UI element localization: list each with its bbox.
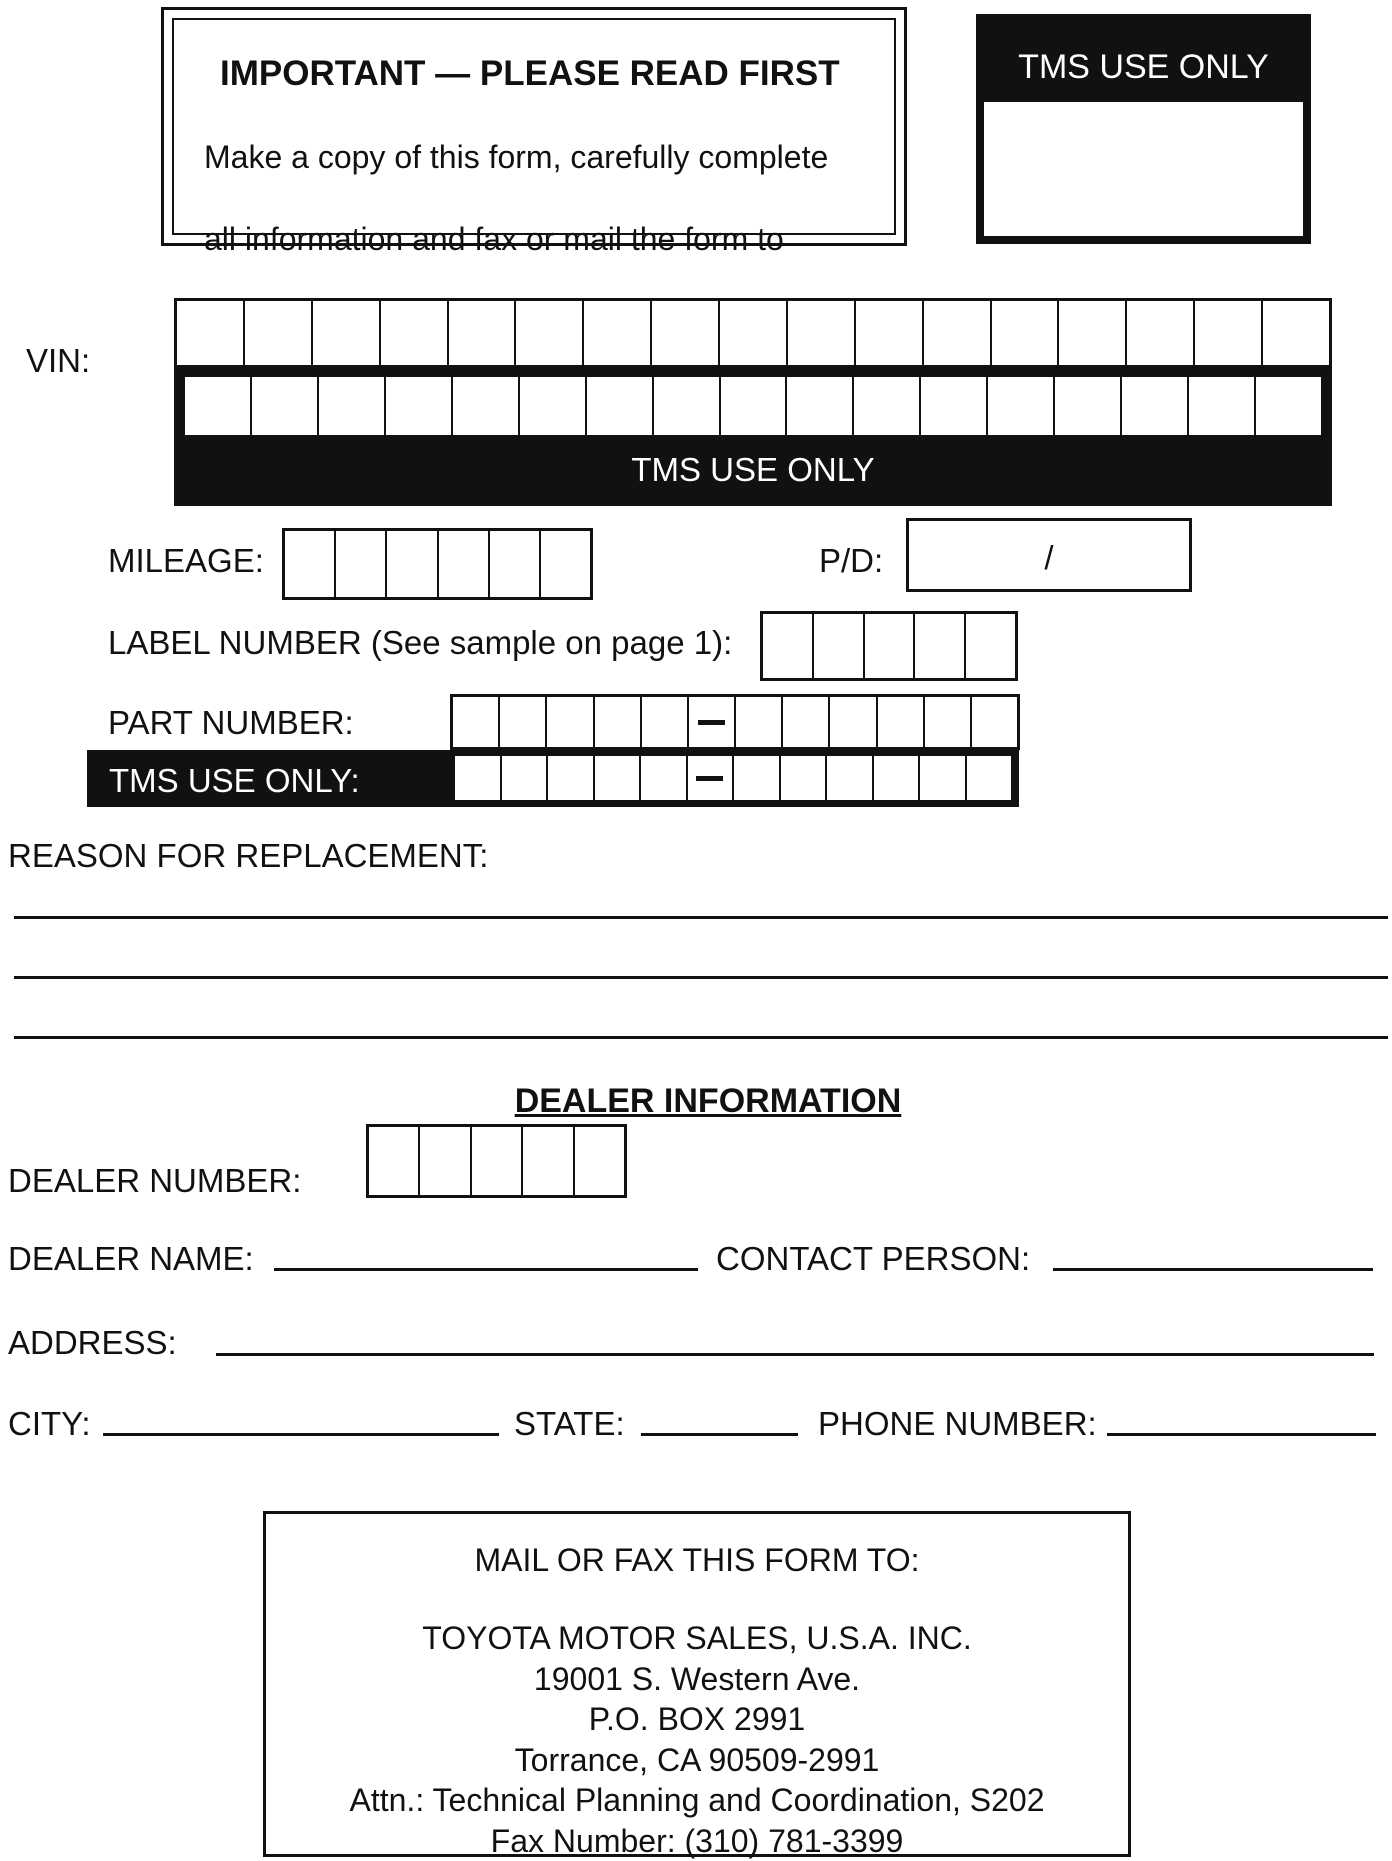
vin-tms-box bbox=[252, 377, 319, 435]
vin-char-box[interactable] bbox=[1127, 301, 1195, 365]
contact-person-line[interactable] bbox=[1053, 1268, 1373, 1271]
vin-char-box[interactable] bbox=[992, 301, 1060, 365]
vin-char-box[interactable] bbox=[856, 301, 924, 365]
part-number-tms-grid bbox=[452, 753, 1014, 803]
important-notice-line: Make a copy of this form, carefully complete bbox=[204, 137, 828, 178]
mail-address-line: Attn.: Technical Planning and Coordination, S202 bbox=[266, 1780, 1128, 1821]
vin-char-box[interactable] bbox=[1059, 301, 1127, 365]
vin-tms-box bbox=[587, 377, 654, 435]
pd-input[interactable] bbox=[906, 518, 1192, 592]
phone-number-line[interactable] bbox=[1107, 1433, 1376, 1436]
vin-char-box[interactable] bbox=[1263, 301, 1329, 365]
part-number-tms-label: TMS USE ONLY: bbox=[109, 762, 360, 800]
label-number-label: LABEL NUMBER (See sample on page 1): bbox=[108, 626, 732, 659]
part-number-box[interactable] bbox=[783, 697, 830, 747]
vin-char-box[interactable] bbox=[516, 301, 584, 365]
vin-input-grid[interactable] bbox=[174, 298, 1332, 368]
dealer-name-line[interactable] bbox=[274, 1268, 698, 1271]
vin-tms-box bbox=[1189, 377, 1256, 435]
part-number-tms-box bbox=[595, 756, 642, 800]
label-number-box[interactable] bbox=[915, 614, 966, 678]
dealer-number-label: DEALER NUMBER: bbox=[8, 1164, 301, 1197]
part-number-box[interactable] bbox=[453, 697, 500, 747]
dealer-number-input-grid[interactable] bbox=[366, 1124, 627, 1198]
vin-char-box[interactable] bbox=[449, 301, 517, 365]
part-number-dash-box bbox=[689, 697, 736, 747]
tms-use-only-field bbox=[984, 102, 1303, 236]
part-number-box[interactable] bbox=[595, 697, 642, 747]
vin-tms-use-only-label: TMS USE ONLY bbox=[177, 451, 1329, 489]
vin-tms-box bbox=[185, 377, 252, 435]
vin-char-box[interactable] bbox=[245, 301, 313, 365]
mail-fax-number: Fax Number: (310) 781-3399 bbox=[266, 1821, 1128, 1861]
label-number-box[interactable] bbox=[865, 614, 916, 678]
part-number-box[interactable] bbox=[547, 697, 594, 747]
mileage-input-grid[interactable] bbox=[282, 528, 593, 600]
vin-char-box[interactable] bbox=[652, 301, 720, 365]
vin-tms-box bbox=[988, 377, 1055, 435]
vin-tms-box bbox=[921, 377, 988, 435]
dealer-number-box[interactable] bbox=[369, 1127, 420, 1195]
address-label: ADDRESS: bbox=[8, 1326, 177, 1359]
city-label: CITY: bbox=[8, 1407, 91, 1440]
part-number-box[interactable] bbox=[972, 697, 1017, 747]
label-number-box[interactable] bbox=[966, 614, 1015, 678]
vin-char-box[interactable] bbox=[720, 301, 788, 365]
vin-tms-box bbox=[386, 377, 453, 435]
pd-separator: / bbox=[909, 539, 1189, 577]
mileage-digit-box[interactable] bbox=[490, 531, 541, 597]
dealer-number-box[interactable] bbox=[420, 1127, 471, 1195]
mail-address-line: TOYOTA MOTOR SALES, U.S.A. INC. bbox=[266, 1618, 1128, 1659]
phone-number-label: PHONE NUMBER: bbox=[818, 1407, 1097, 1440]
dealer-number-box[interactable] bbox=[523, 1127, 574, 1195]
tms-use-only-label: TMS USE ONLY bbox=[976, 48, 1311, 87]
vin-tms-box bbox=[1256, 377, 1321, 435]
mileage-digit-box[interactable] bbox=[336, 531, 387, 597]
vin-tms-box bbox=[453, 377, 520, 435]
part-number-box[interactable] bbox=[500, 697, 547, 747]
vin-char-box[interactable] bbox=[584, 301, 652, 365]
vin-tms-box bbox=[654, 377, 721, 435]
address-line[interactable] bbox=[216, 1353, 1374, 1356]
part-number-box[interactable] bbox=[736, 697, 783, 747]
dealer-information-title bbox=[0, 1082, 1392, 1121]
mail-address-line: Torrance, CA 90509-2991 bbox=[266, 1740, 1128, 1781]
mileage-digit-box[interactable] bbox=[541, 531, 590, 597]
part-number-box[interactable] bbox=[878, 697, 925, 747]
pd-label: P/D: bbox=[819, 544, 883, 577]
part-number-tms-box bbox=[874, 756, 921, 800]
part-number-tms-box bbox=[641, 756, 688, 800]
important-notice-line: all information and fax or mail the form to bbox=[204, 219, 828, 260]
mail-address-line: P.O. BOX 2991 bbox=[266, 1699, 1128, 1740]
part-number-input-grid[interactable] bbox=[450, 694, 1020, 750]
city-line[interactable] bbox=[103, 1433, 499, 1436]
mail-address-line: 19001 S. Western Ave. bbox=[266, 1659, 1128, 1700]
dealer-information-title-text: DEALER INFORMATION bbox=[515, 1082, 902, 1120]
mileage-digit-box[interactable] bbox=[285, 531, 336, 597]
contact-person-label: CONTACT PERSON: bbox=[716, 1242, 1030, 1275]
part-number-tms-box bbox=[455, 756, 502, 800]
vin-tms-box bbox=[1055, 377, 1122, 435]
mileage-digit-box[interactable] bbox=[387, 531, 438, 597]
vin-char-box[interactable] bbox=[313, 301, 381, 365]
part-number-tms-box bbox=[734, 756, 781, 800]
vin-char-box[interactable] bbox=[177, 301, 245, 365]
vin-tms-box bbox=[721, 377, 788, 435]
state-line[interactable] bbox=[641, 1433, 798, 1436]
important-notice-title: IMPORTANT — PLEASE READ FIRST bbox=[220, 54, 840, 94]
part-number-tms-box bbox=[920, 756, 967, 800]
part-number-tms-dash-box bbox=[688, 756, 735, 800]
dealer-number-box[interactable] bbox=[472, 1127, 523, 1195]
tms-use-only-box bbox=[976, 14, 1311, 244]
vin-tms-grid bbox=[182, 374, 1324, 438]
state-label: STATE: bbox=[514, 1407, 625, 1440]
vin-tms-box bbox=[319, 377, 386, 435]
vin-frame bbox=[174, 298, 1332, 506]
part-number-box[interactable] bbox=[642, 697, 689, 747]
dealer-name-label: DEALER NAME: bbox=[8, 1242, 254, 1275]
vin-char-box[interactable] bbox=[924, 301, 992, 365]
vin-tms-box bbox=[787, 377, 854, 435]
part-number-box[interactable] bbox=[830, 697, 877, 747]
mileage-label: MILEAGE: bbox=[108, 544, 264, 577]
important-notice-box bbox=[161, 7, 907, 246]
part-number-tms-box bbox=[548, 756, 595, 800]
part-number-tms-box bbox=[967, 756, 1012, 800]
reason-line[interactable] bbox=[14, 1036, 1388, 1039]
part-number-box[interactable] bbox=[925, 697, 972, 747]
vin-tms-box bbox=[1122, 377, 1189, 435]
reason-line[interactable] bbox=[14, 976, 1388, 979]
label-number-box[interactable] bbox=[814, 614, 865, 678]
mail-address-lines bbox=[266, 1618, 1128, 1861]
reason-line[interactable] bbox=[14, 916, 1388, 919]
reason-label: REASON FOR REPLACEMENT: bbox=[8, 839, 488, 872]
part-number-tms-box bbox=[781, 756, 828, 800]
part-number-tms-box bbox=[827, 756, 874, 800]
label-number-input-grid[interactable] bbox=[760, 611, 1018, 681]
vin-char-box[interactable] bbox=[1195, 301, 1263, 365]
label-number-box[interactable] bbox=[763, 614, 814, 678]
mail-title: MAIL OR FAX THIS FORM TO: bbox=[266, 1542, 1128, 1579]
part-number-label: PART NUMBER: bbox=[108, 706, 354, 739]
vin-tms-box bbox=[520, 377, 587, 435]
mail-address-box bbox=[263, 1511, 1131, 1857]
vin-char-box[interactable] bbox=[381, 301, 449, 365]
part-number-tms-box bbox=[502, 756, 549, 800]
dealer-number-box[interactable] bbox=[575, 1127, 624, 1195]
vin-tms-box bbox=[854, 377, 921, 435]
vin-char-box[interactable] bbox=[788, 301, 856, 365]
mileage-digit-box[interactable] bbox=[439, 531, 490, 597]
vin-label: VIN: bbox=[26, 344, 90, 377]
